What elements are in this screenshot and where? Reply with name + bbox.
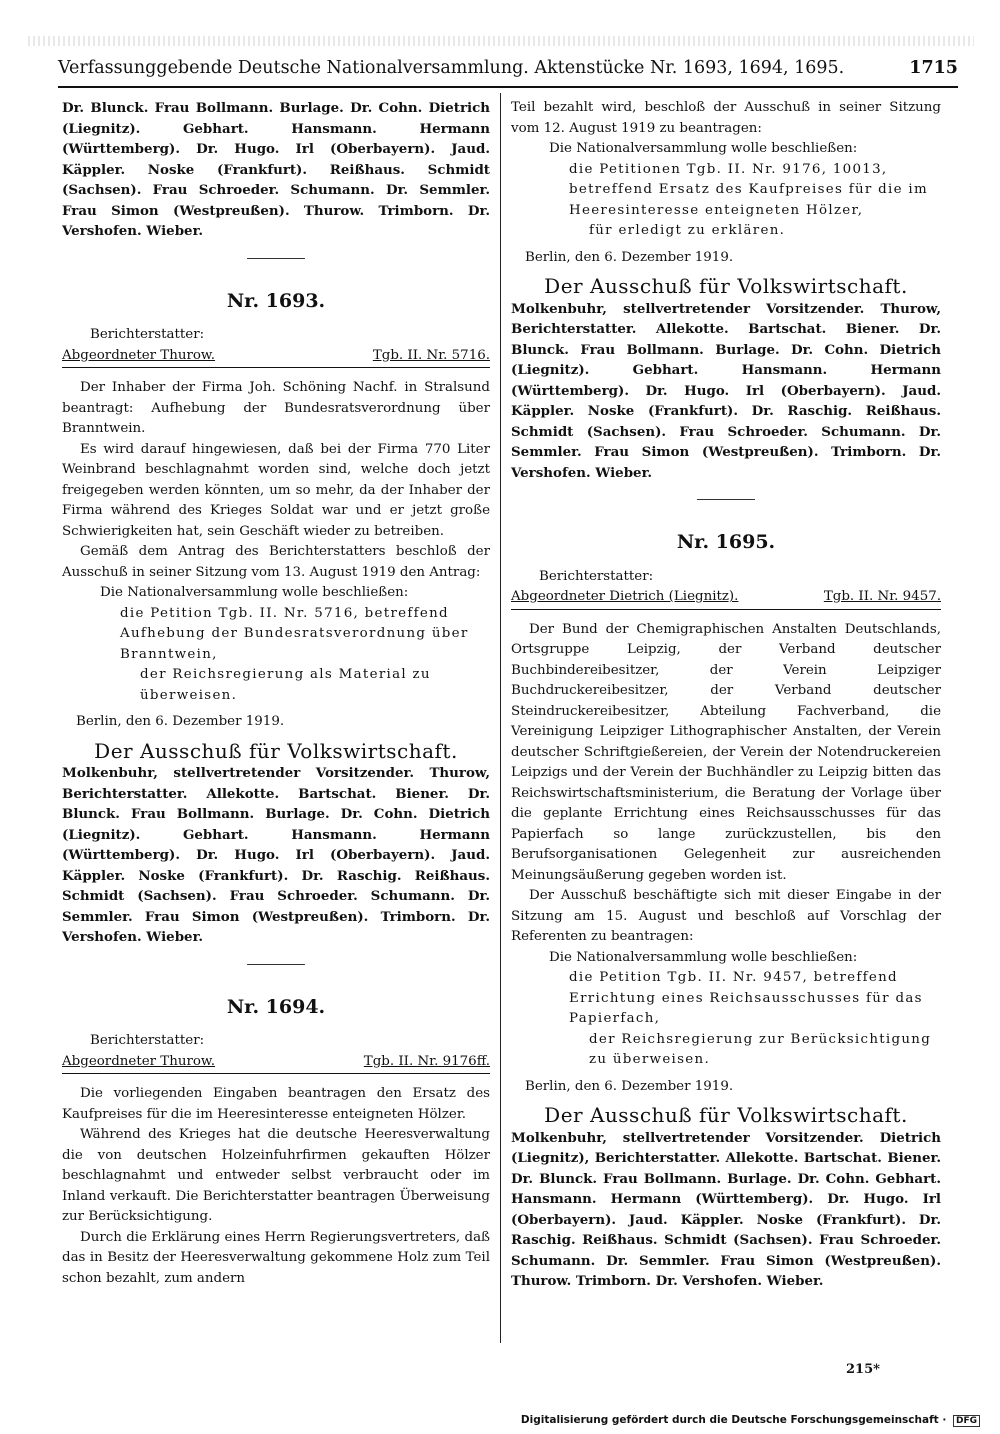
journal-reference: Tgb. II. Nr. 5716. — [372, 347, 490, 363]
journal-reference: Tgb. II. Nr. 9176ff. — [363, 1053, 490, 1069]
digitization-credit — [521, 1414, 980, 1426]
right-column — [511, 98, 941, 1292]
column-divider — [500, 93, 501, 1343]
paragraph: Der Bund der Chemigraphischen Anstalten Deutschlands, Ortsgruppe Leipzig, der Verband deutscher Buchbindereibesitzer, der Verein Leipziger Buchdruckereibesitzer, der Verband deutscher Steindruckereibesitzer, Abteilung Fachverband, die Vereinigung Leipziger Lithographischer Anstalten, der Verein deutscher Schriftgießereien, der Verein der Notendruckereien Leipzigs und der Verein der Buchhändler zu Leipzig bitten das Reichswirtschaftsministerium, die Beratung der Vorlage über die geplante Errichtung eines Reichsausschusses für das Papierfach so lange zurückzustellen, bis den Berufsorganisationen Gelegenheit zur ausreichenden Meinungsäußerung gegeben worden ist. — [511, 621, 941, 883]
signature-mark: 215* — [846, 1362, 880, 1377]
section-separator — [697, 499, 755, 500]
committee-heading: Der Ausschuß für Volkswirtschaft. — [544, 274, 908, 298]
section-separator — [247, 258, 305, 259]
paragraph: Es wird darauf hingewiesen, daß bei der Firma 770 Liter Weinbrand beschlagnahmt worden sind, welche doch jetzt freigegeben werden könnten, um so mehr, da der Inhaber der Firma während des Krieges Soldat war und er jetzt große Schwierigkeiten hat, sein Geschäft wieder zu betreiben. — [62, 441, 490, 539]
paragraph: Die vorliegenden Eingaben beantragen den Ersatz des Kaufpreises für die im Heeresinteresse enteigneten Hölzer. — [62, 1086, 490, 1122]
section-separator — [247, 964, 305, 965]
section-1694 — [62, 997, 490, 1290]
dfg-logo: DFG — [953, 1415, 980, 1427]
header-title: Verfassunggebende Deutsche Nationalversammlung. Aktenstücke Nr. 1693, 1694, 1695. — [58, 58, 845, 78]
resolution-outcome: der Reichsregierung zur Berücksichtigung zu überweisen. — [589, 1031, 932, 1067]
resolution-outcome: der Reichsregierung als Material zu überweisen. — [140, 667, 431, 703]
section-1693 — [62, 291, 490, 948]
reporter-line — [511, 587, 941, 610]
resolution-petition: die Petition Tgb. II. Nr. 9457, betreffend Errichtung eines Reichsausschusses für das Papierfach, — [569, 970, 923, 1026]
paragraph: Der Inhaber der Firma Joh. Schöning Nachf. in Stralsund beantragt: Aufhebung der Bundesratsverordnung über Branntwein. — [62, 380, 490, 436]
reporter-line — [62, 346, 490, 369]
reporter-label: Berichterstatter: — [90, 1033, 205, 1048]
section-number: Nr. 1693. — [226, 289, 326, 312]
committee-heading: Der Ausschuß für Volkswirtschaft. — [94, 738, 458, 763]
resolution-intro: Die Nationalversammlung wolle beschließen: — [549, 141, 858, 156]
reporter-line — [62, 1052, 490, 1075]
date-line: Berlin, den 6. Dezember 1919. — [525, 1078, 734, 1094]
credit-text: Digitalisierung gefördert durch die Deutsche Forschungsgemeinschaft · — [520, 1414, 947, 1426]
resolution-intro: Die Nationalversammlung wolle beschließen: — [549, 949, 858, 965]
scan-edge-noise — [28, 36, 974, 46]
page-number: 1715 — [909, 58, 958, 78]
section-1694-continued — [511, 98, 941, 483]
resolution-text — [511, 160, 941, 242]
resolution-text — [62, 604, 490, 707]
reporter-label: Berichterstatter: — [539, 568, 654, 584]
paragraph: Teil bezahlt wird, beschloß der Ausschuß in seiner Sitzung vom 12. August 1919 zu beantragen: — [511, 100, 941, 136]
resolution-outcome: für erledigt zu erklären. — [589, 223, 786, 238]
intro-member-list: Dr. Blunck. Frau Bollmann. Burlage. Dr. Cohn. Dietrich (Liegnitz). Gebhart. Hansmann. Hermann (Württemberg). Dr. Hugo. Irl (Oberbayern). Jaud. Käppler. Noske (Frankfurt). Reißhaus. Schmidt (Sachsen). Frau Schroeder. Schumann. Dr. Semmler. Frau Simon (Westpreußen). Thurow. Trimborn. Dr. Vershofen. Wieber. — [62, 100, 490, 239]
resolution-petition: die Petition Tgb. II. Nr. 5716, betreffend Aufhebung der Bundesratsverordnung über Branntwein, — [120, 605, 469, 662]
reporter-label: Berichterstatter: — [90, 327, 205, 342]
header-rule — [58, 86, 958, 88]
section-number: Nr. 1694. — [226, 995, 326, 1018]
date-line: Berlin, den 6. Dezember 1919. — [76, 714, 285, 729]
reporter-name: Abgeordneter Thurow. — [62, 1053, 216, 1069]
section-1695 — [511, 532, 941, 1292]
resolution-petition: die Petitionen Tgb. II. Nr. 9176, 10013, betreffend Ersatz des Kaufpreises für die im Heeresinteresse enteigneten Hölzer, — [569, 161, 928, 218]
date-line: Berlin, den 6. Dezember 1919. — [525, 249, 734, 265]
committee-members: Molkenbuhr, stellvertretender Vorsitzender. Thurow, Berichterstatter. Allekotte. Bartschat. Biener. Dr. Blunck. Frau Bollmann. Burlage. Dr. Cohn. Dietrich (Liegnitz). Gebhart. Hansmann. Hermann (Württemberg). Dr. Hugo. Irl (Oberbayern). Jaud. Käppler. Noske (Frankfurt). Dr. Raschig. Reißhaus. Schmidt (Sachsen). Frau Schroeder. Schumann. Dr. Semmler. Frau Simon (Westpreußen). Trimborn. Dr. Vershofen. Wieber. — [62, 765, 490, 945]
left-column — [62, 98, 490, 1289]
committee-heading: Der Ausschuß für Volkswirtschaft. — [544, 1103, 908, 1127]
paragraph: Durch die Erklärung eines Herrn Regierungsvertreters, daß das in Besitz der Heeresverwaltung gekommene Holz zum Teil schon bezahlt, zum andern — [62, 1229, 490, 1286]
committee-members: Molkenbuhr, stellvertretender Vorsitzender. Dietrich (Liegnitz), Berichterstatter. Allekotte. Bartschat. Biener. Dr. Blunck. Frau Bollmann. Burlage. Dr. Cohn. Gebhart. Hansmann. Hermann (Württemberg). Dr. Hugo. Irl (Oberbayern). Jaud. Käppler. Noske (Frankfurt). Dr. Raschig. Reißhaus. Schmidt (Sachsen). Frau Schroeder. Schumann. Dr. Semmler. Frau Simon (Westpreußen). Thurow. Trimborn. Dr. Vershofen. Wieber. — [511, 1129, 941, 1289]
paragraph: Während des Krieges hat die deutsche Heeresverwaltung die von deutschen Holzeinfuhrfirmen gekauften Hölzer beschlagnahmt und entweder selbst verbraucht oder im Inland verkauft. Die Berichterstatter beantragen Überweisung zur Berücksichtigung. — [62, 1127, 490, 1224]
journal-reference: Tgb. II. Nr. 9457. — [823, 589, 941, 604]
section-number: Nr. 1695. — [676, 531, 776, 553]
reporter-name: Abgeordneter Thurow. — [62, 347, 216, 363]
paragraph: Der Ausschuß beschäftigte sich mit dieser Eingabe in der Sitzung am 15. August und beschloß auf Vorschlag der Referenten zu beantragen: — [511, 888, 941, 944]
committee-members: Molkenbuhr, stellvertretender Vorsitzender. Thurow, Berichterstatter. Allekotte. Bartschat. Biener. Dr. Blunck. Frau Bollmann. Burlage. Dr. Cohn. Dietrich (Liegnitz). Gebhart. Hansmann. Hermann (Württemberg). Dr. Hugo. Irl (Oberbayern). Jaud. Käppler. Noske (Frankfurt). Dr. Raschig. Reißhaus. Schmidt (Sachsen). Frau Schroeder. Schumann. Dr. Semmler. Frau Simon (Westpreußen). Trimborn. Dr. Vershofen. Wieber. — [511, 300, 941, 481]
resolution-text — [511, 968, 941, 1071]
running-header — [58, 56, 958, 86]
resolution-intro: Die Nationalversammlung wolle beschließen: — [100, 585, 409, 600]
reporter-name: Abgeordneter Dietrich (Liegnitz). — [511, 589, 739, 604]
paragraph: Gemäß dem Antrag des Berichterstatters beschloß der Ausschuß in seiner Sitzung vom 13. August 1919 den Antrag: — [62, 544, 490, 580]
